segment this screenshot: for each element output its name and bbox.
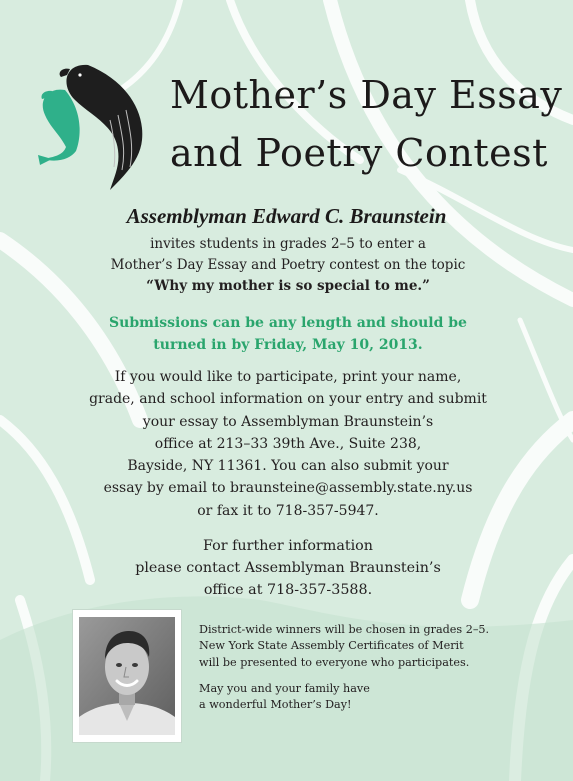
submission-line-1: Submissions can be any length and should be: [109, 315, 467, 331]
title-line-2: and Poetry Contest: [170, 131, 548, 175]
page-title: [170, 66, 570, 182]
instructions-line: Bayside, NY 11361. You can also submit your: [127, 458, 449, 475]
title-line-1: Mother’s Day Essay: [170, 73, 563, 117]
intro-line-1: invites students in grades 2–5 to enter a: [150, 236, 426, 252]
instructions-line: If you would like to participate, print your name,: [114, 369, 462, 385]
email-line[interactable]: essay by email to braunsteine@assembly.state.ny.us: [103, 480, 473, 497]
winners-line-3: will be presented to everyone who participates.: [199, 655, 470, 669]
winners-line-2: New York State Assembly Certificates of Merit: [199, 639, 464, 653]
submission-deadline: [60, 312, 516, 356]
intro-text: [60, 234, 516, 297]
submission-line-2: turned in by Friday, May 10, 2013.: [153, 337, 423, 353]
winners-line-1: District-wide winners will be chosen in grades 2–5.: [199, 623, 490, 636]
fax-line: or fax it to 718-357-5947.: [197, 502, 379, 519]
instructions-line: grade, and school information on your entry and submit: [89, 391, 487, 408]
instructions-line: office at 213–33 39th Ave., Suite 238,: [154, 435, 422, 452]
contact-info: [60, 535, 516, 601]
contact-line-2: please contact Assemblyman Braunstein’s: [135, 560, 441, 576]
submission-instructions: [60, 366, 516, 522]
winners-notes: [199, 622, 529, 723]
instructions-line: your essay to Assemblyman Braunstein’s: [142, 413, 434, 430]
closing-paragraph: [199, 681, 529, 714]
portrait-icon: [79, 617, 175, 735]
intro-line-2: Mother’s Day Essay and Poetry contest on the topic: [110, 257, 466, 273]
contact-phone: office at 718-357-3588.: [203, 582, 373, 598]
winners-paragraph: [199, 622, 529, 671]
assemblyman-photo: [72, 609, 182, 743]
contest-topic: “Why my mother is so special to me.”: [146, 278, 430, 294]
closing-line-2: a wonderful Mother’s Day!: [199, 698, 352, 712]
contact-line-1: For further information: [203, 538, 373, 554]
birds-logo-icon: [30, 55, 160, 195]
closing-line-1: May you and your family have: [199, 681, 370, 695]
sponsor-name: Assemblyman Edward C. Braunstein: [126, 204, 447, 228]
